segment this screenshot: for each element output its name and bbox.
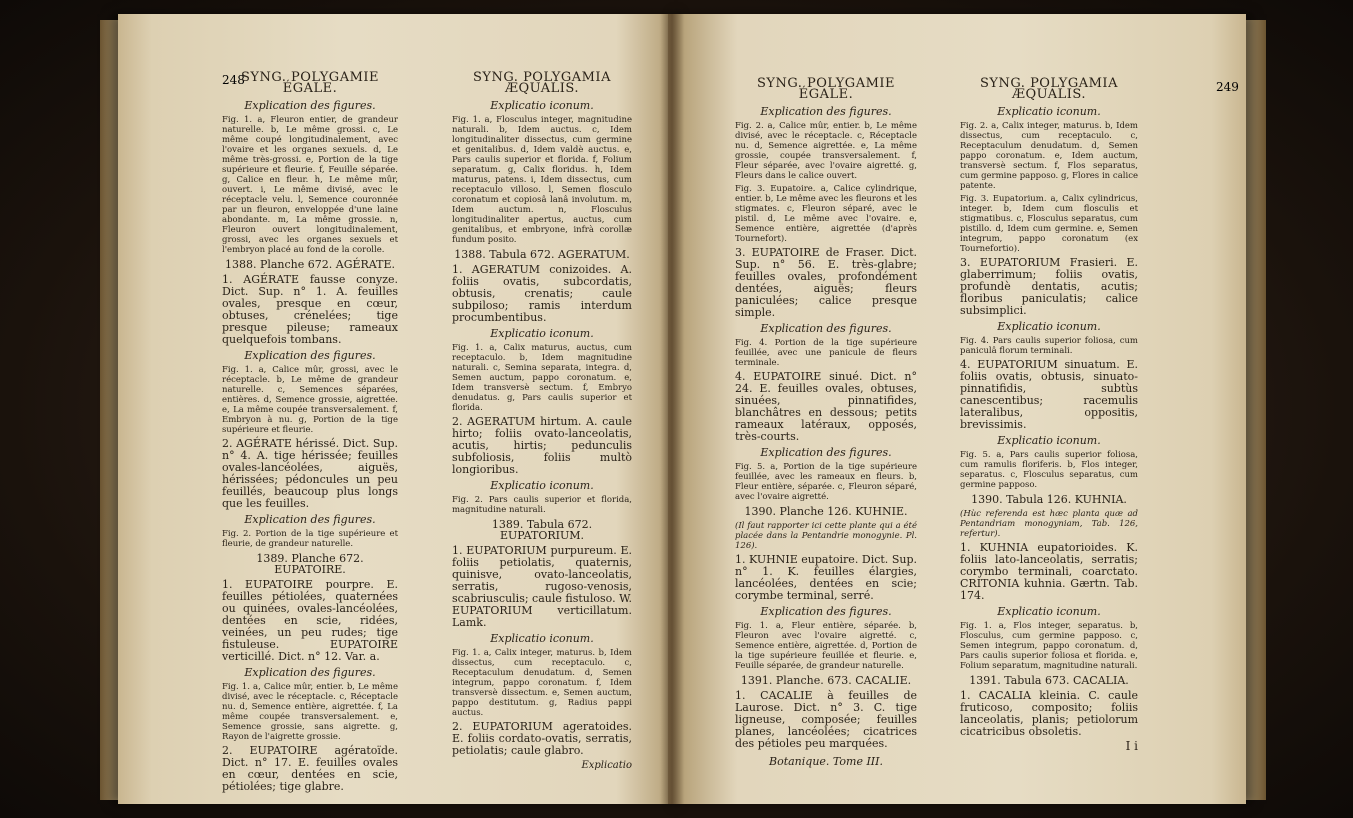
figure-explanation: Fig. 1. a, Calix integer, maturus. b, Idem dissectus, cum receptaculo. c, Receptaculum denudatum. d, Semen integrum, pappo coronatum. f, Idem transversè dissectum. e, Semen auctum, pappo destitutum. g, Radius pappi auctus. bbox=[452, 648, 632, 718]
left-page-edges bbox=[100, 20, 120, 800]
species-entry: 3. EUPATORIUM Frasieri. E. glaberrimum; foliis ovatis, profundè dentatis, acutis; floribus paniculatis; calice subsimplici. bbox=[960, 256, 1138, 317]
species-entry: 4. EUPATORIUM sinuatum. E. foliis ovatis, obtusis, sinuato-pinnatifidis, subtùs canescentibus; racemulis lateralibus, oppositis, brevissimis. bbox=[960, 358, 1138, 431]
column-4 bbox=[960, 78, 1138, 752]
section-heading: 1388. Tabula 672. AGERATUM. bbox=[454, 248, 630, 261]
right-page-number: 249 bbox=[1216, 80, 1239, 94]
caption: Explication des figures. bbox=[760, 322, 892, 335]
species-entry: 1. EUPATORIUM purpureum. E. foliis petiolatis, quaternis, quinisve, ovato-lanceolatis, serratis, rugoso-venosis, scabriusculis; caule fistuloso. W. EUPATORIUM verticillatum. Lamk. bbox=[452, 544, 632, 629]
section-heading: 1390. Tabula 126. KUHNIA. bbox=[971, 493, 1127, 506]
species-entry: 1. KUHNIE eupatoire. Dict. Sup. n° 1. K. feuilles élargies, lancéolées, dentées en scie; corymbe terminal, serré. bbox=[735, 553, 917, 602]
figure-explanation: Fig. 1. a, Calix maturus, auctus, cum receptaculo. b, Idem magnitudine naturali. c, Semina separata, integra. d, Semen auctum, pappo coronatum. e, Idem transversè sectum. f, Embryo denudatus. g, Pars caulis superior et florida. bbox=[452, 343, 632, 413]
figure-explanation: Fig. 4. Pars caulis superior foliosa, cum paniculâ florum terminali. bbox=[960, 336, 1138, 356]
caption: Explicatio iconum. bbox=[490, 99, 594, 112]
figure-explanation: Fig. 4. Portion de la tige supérieure feuillée, avec une panicule de fleurs terminale. bbox=[735, 338, 917, 368]
caption: Explication des figures. bbox=[760, 105, 892, 118]
section-heading: 1389. Planche 672. EUPATOIRE. bbox=[256, 552, 364, 576]
species-entry: 2. EUPATOIRE agératoïde. Dict. n° 17. E. feuilles ovales en cœur, dentées en scie, pétiolées; tige glabre. bbox=[222, 744, 398, 793]
species-entry: 1. CACALIA kleinia. C. caule fruticoso, composito; foliis lanceolatis, planis; petiolorum cicatricibus obsoletis. bbox=[960, 689, 1138, 738]
section-heading: 1391. Tabula 673. CACALIA. bbox=[969, 674, 1129, 687]
caption: Explication des figures. bbox=[760, 446, 892, 459]
caption: Explicatio iconum. bbox=[490, 632, 594, 645]
right-page-edges bbox=[1244, 20, 1266, 800]
figure-explanation: Fig. 3. Eupatorium. a, Calix cylindricus, integer. b, Idem cum flosculis et stigmatibus. c, Flosculus separatus, cum pistillo. d, Idem cum germine. e, Semen integrum, pappo coronatum (ex Tournefortio). bbox=[960, 194, 1138, 254]
caption: Explication des figures. bbox=[244, 349, 376, 362]
figure-explanation: Fig. 1. a, Fleur entière, séparée. b, Fleuron avec l'ovaire aigretté. c, Semence entière, aigrettée. d, Portion de la tige supérieure feuillée et fleurie. e, Feuille séparée, de grandeur naturelle. bbox=[735, 621, 917, 671]
running-head: SYNG. POLYGAMIE ÉGALE. bbox=[240, 70, 380, 96]
species-entry: 2. AGERATUM hirtum. A. caule hirto; foliis ovato-lanceolatis, acutis, hirtis; pedunculis subfoliosis, foliis multò longioribus. bbox=[452, 415, 632, 476]
caption: Explication des figures. bbox=[244, 666, 376, 679]
column-2 bbox=[452, 72, 632, 771]
figure-explanation: Fig. 2. Pars caulis superior et florida, magnitudine naturali. bbox=[452, 495, 632, 515]
figure-explanation: Fig. 2. a, Calice mûr, entier. b, Le même divisé, avec le réceptacle. c, Réceptacle nu. d, Semence aigrettée. e, La même grossie, coupée transversalement. f, Fleur séparée, avec l'ovaire aigretté. g, Fleurs dans le calice ouvert. bbox=[735, 121, 917, 181]
section-heading: 1390. Planche 126. KUHNIE. bbox=[744, 505, 908, 518]
section-heading: 1388. Planche 672. AGÉRATE. bbox=[224, 258, 396, 271]
figure-explanation: Fig. 1. a, Calice mûr, entier. b, Le même divisé, avec le réceptacle. c, Réceptacle nu. d, Semence entière, aigrettée. f, La même coupée transversalement. e, Semence grossie, sans aigrette. g, Rayon de l'aigrette grossie. bbox=[222, 682, 398, 742]
species-entry: 1. CACALIE à feuilles de Laurose. Dict. n° 3. C. tige ligneuse, composée; feuilles planes, lancéolées; cicatrices des pétioles peu marquées. bbox=[735, 689, 917, 750]
note: (Il faut rapporter ici cette plante qui a été placée dans la Pentandrie monogynie. Pl. 126). bbox=[735, 521, 917, 551]
caption: Explicatio iconum. bbox=[997, 320, 1101, 333]
species-entry: 1. AGÉRATE fausse conyze. Dict. Sup. n° 1. A. feuilles ovales, presque en cœur, obtuses, crénelées; tige presque pileuse; rameaux quelquefois tombans. bbox=[222, 273, 398, 346]
note: (Hùc referenda est hæc planta quæ ad Pentandriam monogyniam, Tab. 126, refertur). bbox=[960, 509, 1138, 539]
figure-explanation: Fig. 1. a, Flosculus integer, magnitudine naturali. b, Idem auctus. c, Idem longitudinaliter dissectus, cum germine et genitalibus. d, Idem valdè auctus. e, Pars caulis superior et florida. f, Folium separatum. g, Calix floridus. h, Idem maturus, patens. i, Idem dissectus, cum receptaculo villoso. l, Semen flosculo coronatum et copiosâ lanâ involutum. m, Idem auctum. n, Flosculus longitudinaliter apertus, auctus, cum genitalibus, et embryone, infrà corollæ fundum posito. bbox=[452, 115, 632, 245]
caption: Explicatio iconum. bbox=[997, 105, 1101, 118]
signature-mark: I i bbox=[1125, 739, 1138, 753]
section-heading: 1391. Planche. 673. CACALIE. bbox=[740, 674, 912, 687]
figure-explanation: Fig. 2. a, Calix integer, maturus. b, Idem dissectus, cum receptaculo. c, Receptaculum denudatum. d, Semen pappo coronatum. e, Idem auctum, transversè sectum. f, Flos separatus, cum germine papposo. g, Flores in calice patente. bbox=[960, 121, 1138, 191]
caption: Explicatio iconum. bbox=[490, 327, 594, 340]
figure-explanation: Fig. 5. a, Pars caulis superior foliosa, cum ramulis floriferis. b, Flos integer, separatus. c, Flosculus separatus, cum germine papposo. bbox=[960, 450, 1138, 490]
figure-explanation: Fig. 2. Portion de la tige supérieure et fleurie, de grandeur naturelle. bbox=[222, 529, 398, 549]
page-footer: Botanique. Tome III. bbox=[769, 755, 883, 768]
species-entry: 4. EUPATOIRE sinué. Dict. n° 24. E. feuilles ovales, obtuses, sinuées, pinnatifides, blanchâtres en dessous; petits rameaux latéraux, opposés, très-courts. bbox=[735, 370, 917, 443]
species-entry: 1. KUHNIA eupatorioides. K. foliis lato-lanceolatis, serratis; corymbo terminali, coarctato. CRITONIA kuhnia. Gærtn. Tab. 174. bbox=[960, 541, 1138, 602]
running-head: SYNG. POLYGAMIE ÉGALE. bbox=[756, 76, 896, 102]
figure-explanation: Fig. 5. a, Portion de la tige supérieure feuillée, avec les rameaux en fleurs. b, Fleur entière, séparée. c, Fleuron séparé, avec l'ovaire aigretté. bbox=[735, 462, 917, 502]
running-head: SYNG. POLYGAMIA ÆQUALIS. bbox=[980, 76, 1118, 102]
running-head: SYNG. POLYGAMIA ÆQUALIS. bbox=[473, 70, 611, 96]
caption: Explicatio iconum. bbox=[997, 605, 1101, 618]
section-heading: 1389. Tabula 672. EUPATORIUM. bbox=[491, 518, 593, 542]
figure-explanation: Fig. 1. a, Flos integer, separatus. b, Flosculus, cum germine papposo. c, Semen integrum, pappo coronatum. d, Pars caulis superior foliosa et florida. e, Folium separatum, magnitudine naturali. bbox=[960, 621, 1138, 671]
figure-explanation: Fig. 1. a, Calice mûr, grossi, avec le réceptacle. b, Le même de grandeur naturelle. c, Semences séparées, entières. d, Semence grossie, aigrettée. e, La même coupée transversalement. f, Embryon à nu. g, Portion de la tige supérieure et fleurie. bbox=[222, 365, 398, 435]
caption: Explication des figures. bbox=[244, 99, 376, 112]
catchword: Explicatio bbox=[581, 760, 632, 771]
column-3 bbox=[735, 78, 917, 767]
figure-explanation: Fig. 1. a, Fleuron entier, de grandeur naturelle. b, Le même grossi. c, Le même coupé longitudinalement, avec l'ovaire et les organes sexuels. d, Le même très-grossi. e, Portion de la tige supérieure et fleurie. f, Feuille séparée. g, Calice en fleur. h, Le même mûr, ouvert. i, Le même divisé, avec le réceptacle velu. l, Semence couronnée par un fleuron, enveloppée d'une laine abondante. m, La même grossie. n, Fleuron ouvert longitudinalement, grossi, avec les organes sexuels et l'embryon placé au fond de la corolle. bbox=[222, 115, 398, 255]
caption: Explication des figures. bbox=[244, 513, 376, 526]
column-1 bbox=[222, 72, 398, 796]
book-gutter bbox=[660, 14, 684, 804]
caption: Explication des figures. bbox=[760, 605, 892, 618]
species-entry: 2. EUPATORIUM ageratoides. E. foliis cordato-ovatis, serratis, petiolatis; caule glabro. bbox=[452, 720, 632, 757]
species-entry: 3. EUPATOIRE de Fraser. Dict. Sup. n° 56. E. très-glabre; feuilles ovales, profondément dentées, aiguës; fleurs paniculées; calice presque simple. bbox=[735, 246, 917, 319]
caption: Explicatio iconum. bbox=[997, 434, 1101, 447]
figure-explanation: Fig. 3. Eupatoire. a, Calice cylindrique, entier. b, Le même avec les fleurons et les stigmates. c, Fleuron séparé, avec le pistil. d, Le même avec l'ovaire. e, Semence entière, aigrettée (d'après Tournefort). bbox=[735, 184, 917, 244]
left-page-number: 248 bbox=[222, 73, 245, 87]
caption: Explicatio iconum. bbox=[490, 479, 594, 492]
species-entry: 1. AGERATUM conizoides. A. foliis ovatis, subcordatis, obtusis, crenatis; caule subpiloso; ramis interdum procumbentibus. bbox=[452, 263, 632, 324]
species-entry: 2. AGÉRATE hérissé. Dict. Sup. n° 4. A. tige hérissée; feuilles ovales-lancéolées, aiguës, hérissées; pédoncules un peu feuillés, beaucoup plus longs que les feuilles. bbox=[222, 437, 398, 510]
species-entry: 1. EUPATOIRE pourpre. E. feuilles pétiolées, quaternées ou quinées, ovales-lancéolées, dentées en scie, ridées, veinées, un peu rudes; tige fistuleuse. EUPATOIRE verticillé. Dict. n° 12. Var. a. bbox=[222, 578, 398, 663]
